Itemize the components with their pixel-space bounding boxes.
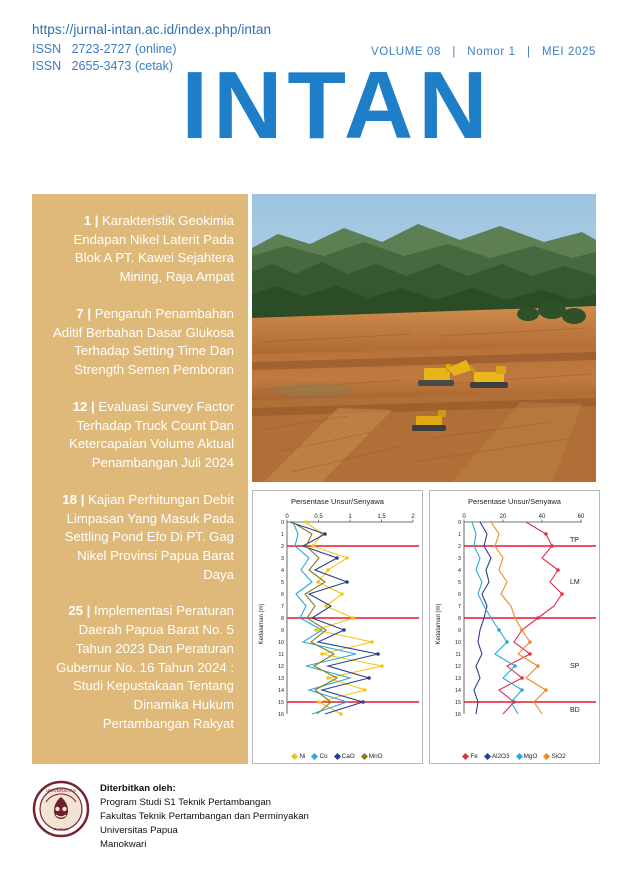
- svg-text:15: 15: [278, 700, 284, 706]
- journal-url[interactable]: https://jurnal-intan.ac.id/index.php/intan: [32, 22, 272, 37]
- svg-text:UNIVERSITAS: UNIVERSITAS: [45, 788, 77, 793]
- svg-text:5: 5: [281, 580, 284, 586]
- toc-page-number: 12: [72, 398, 88, 414]
- legend-item: [544, 753, 565, 760]
- zone-label-bd: BD: [570, 707, 580, 714]
- svg-text:PAPUA: PAPUA: [53, 827, 69, 832]
- toc-page-number: 18: [62, 491, 78, 507]
- svg-text:11: 11: [278, 652, 284, 658]
- svg-text:5: 5: [458, 580, 461, 586]
- svg-text:40: 40: [538, 514, 546, 520]
- zone-label-tp: TP: [570, 537, 579, 544]
- svg-text:16: 16: [455, 712, 461, 718]
- svg-text:0: 0: [462, 514, 466, 520]
- legend-item: [485, 753, 510, 760]
- cover-photo: [252, 194, 596, 482]
- toc-entry[interactable]: [46, 212, 234, 287]
- toc-separator: |: [80, 491, 85, 507]
- legend-item: [312, 753, 327, 760]
- toc-separator: |: [86, 603, 91, 619]
- published-by-label: Diterbitkan oleh:: [100, 783, 176, 794]
- legend-label: SiO2: [551, 753, 566, 760]
- svg-text:12: 12: [278, 664, 284, 670]
- volume-info: VOLUME 08 | Nomor 1 | MEI 2025: [371, 46, 596, 58]
- toc-entry[interactable]: [46, 398, 234, 473]
- publisher-line: Universitas Papua: [100, 824, 178, 836]
- toc-title: Kajian Perhitungan Debit Limpasan Yang Masuk Pada Settling Pond Efo Di PT. Gag Nikel Provinsi Papua Barat Daya: [64, 491, 234, 582]
- toc-separator: |: [94, 213, 99, 228]
- toc-title: Implementasi Peraturan Daerah Papua Barat No. 5 Tahun 2023 Dan Peraturan Gubernur No. 16 Tahun 2024 : Studi Kepustakaan Tentang Dinamika Hukum Pertambangan Rakyat: [56, 603, 234, 731]
- svg-text:3: 3: [281, 556, 284, 562]
- toc-page-number: 7: [76, 305, 84, 321]
- svg-text:0: 0: [285, 514, 289, 520]
- legend-item: [517, 753, 538, 760]
- svg-text:15: 15: [455, 700, 461, 706]
- toc-page-number: 25: [68, 603, 83, 619]
- legend-label: MnO: [368, 753, 383, 760]
- toc-title: Evaluasi Survey Factor Terhadap Truck Count Dan Ketercapaian Volume Aktual Penambangan Juli 2024: [69, 398, 234, 471]
- svg-text:4: 4: [281, 568, 284, 574]
- publisher-line: Fakultas Teknik Pertambangan dan Perminyakan: [100, 810, 309, 822]
- svg-text:0: 0: [458, 520, 461, 526]
- svg-text:16: 16: [278, 712, 284, 718]
- svg-text:20: 20: [499, 514, 507, 520]
- svg-text:9: 9: [458, 628, 461, 634]
- svg-text:4: 4: [458, 568, 461, 574]
- publisher-line: Manokwari: [100, 838, 147, 850]
- svg-text:1: 1: [458, 532, 461, 538]
- svg-text:Kedalaman (m): Kedalaman (m): [259, 603, 265, 645]
- svg-text:2: 2: [281, 544, 284, 550]
- table-of-contents: [32, 194, 248, 764]
- svg-text:14: 14: [455, 688, 461, 694]
- publisher-block: [100, 778, 309, 852]
- svg-text:1: 1: [281, 532, 284, 538]
- svg-text:10: 10: [278, 640, 284, 646]
- journal-title: INTAN: [181, 52, 493, 159]
- chart-major-oxides-high: [429, 490, 600, 764]
- legend-label: Ni: [299, 753, 306, 760]
- svg-text:7: 7: [281, 604, 284, 610]
- legend-label: Co: [319, 753, 328, 760]
- svg-text:12: 12: [455, 664, 461, 670]
- issn-print: ISSN 2655-3473 (cetak): [32, 58, 174, 73]
- svg-text:8: 8: [281, 616, 284, 622]
- legend-label: Fe: [470, 753, 478, 760]
- chart-major-oxides-low: [252, 490, 423, 764]
- svg-text:11: 11: [455, 652, 461, 658]
- legend-item: [463, 753, 477, 760]
- chart-title: Persentase Unsur/Senyawa: [291, 497, 384, 506]
- svg-text:13: 13: [278, 676, 284, 682]
- toc-title: Pengaruh Penambahan Aditif Berbahan Dasar Glukosa Terhadap Setting Time Dan Strength Semen Pemboran: [52, 305, 234, 378]
- footer: [32, 778, 596, 864]
- svg-text:10: 10: [455, 640, 461, 646]
- svg-text:60: 60: [577, 514, 585, 520]
- svg-text:2: 2: [411, 514, 415, 520]
- svg-text:8: 8: [458, 616, 461, 622]
- toc-entry[interactable]: [46, 491, 234, 585]
- svg-text:3: 3: [458, 556, 461, 562]
- legend-label: MgO: [523, 753, 538, 760]
- zone-label-lm: LM: [570, 579, 580, 586]
- legend-item: [335, 753, 355, 760]
- toc-entry[interactable]: [46, 602, 234, 733]
- issn-online: ISSN 2723-2727 (online): [32, 42, 177, 56]
- svg-text:7: 7: [458, 604, 461, 610]
- legend-item: [362, 753, 383, 760]
- svg-text:0.5: 0.5: [314, 514, 323, 520]
- chart-title: Persentase Unsur/Senyawa: [468, 497, 561, 506]
- svg-text:1: 1: [348, 514, 352, 520]
- publisher-line: Program Studi S1 Teknik Pertambangan: [100, 796, 272, 808]
- svg-text:6: 6: [281, 592, 284, 598]
- chart-legend: [430, 753, 599, 760]
- zone-label-sp: SP: [570, 663, 580, 670]
- chart-legend: [253, 753, 422, 760]
- toc-separator: |: [87, 305, 92, 321]
- university-logo-icon: [32, 780, 90, 838]
- legend-label: CaO: [341, 753, 355, 760]
- svg-text:14: 14: [278, 688, 284, 694]
- toc-title: Karakteristik Geokimia Endapan Nikel Laterit Pada Blok A PT. Kawei Sejahtera Mining, Raja Ampat: [73, 213, 234, 285]
- svg-text:6: 6: [458, 592, 461, 598]
- toc-entry[interactable]: [46, 305, 234, 380]
- svg-text:0: 0: [281, 520, 284, 526]
- toc-separator: |: [91, 398, 95, 414]
- svg-text:9: 9: [281, 628, 284, 634]
- toc-page-number: 1: [83, 213, 92, 228]
- legend-label: Al2O3: [491, 753, 510, 760]
- svg-text:13: 13: [455, 676, 461, 682]
- svg-text:2: 2: [458, 544, 461, 550]
- chart-panel: [252, 490, 596, 764]
- svg-text:1.5: 1.5: [377, 514, 386, 520]
- legend-item: [292, 753, 305, 760]
- svg-text:Kedalaman (m): Kedalaman (m): [436, 603, 442, 645]
